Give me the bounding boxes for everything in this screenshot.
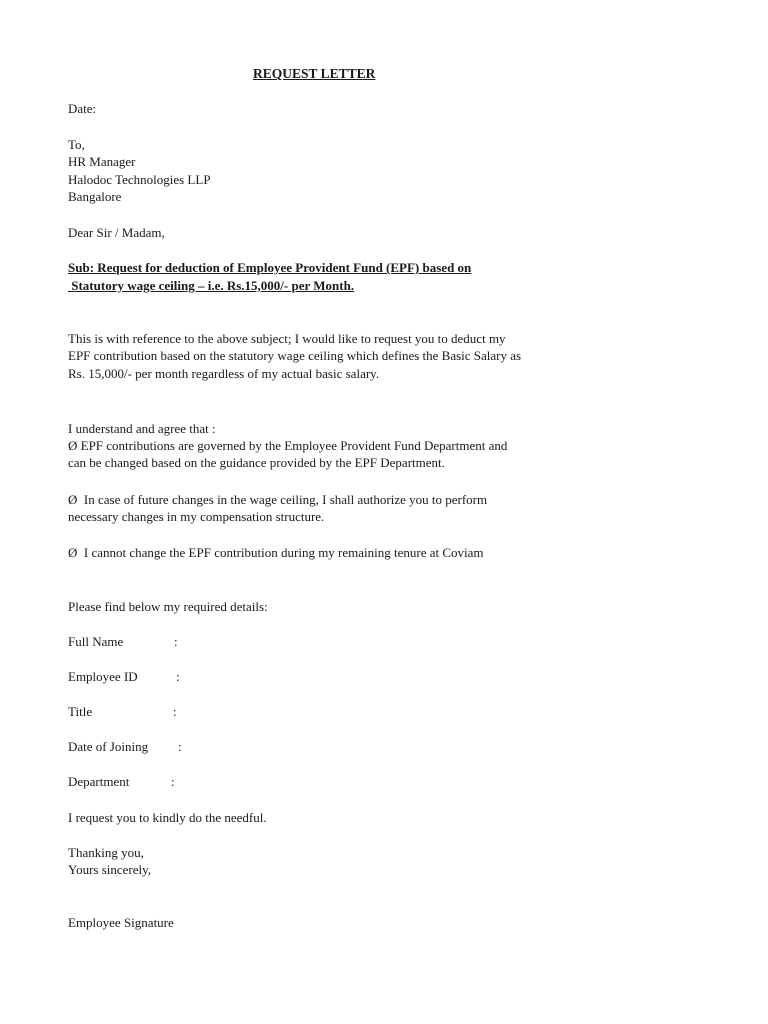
detail-row-employee-id xyxy=(68,668,268,685)
detail-label: Department xyxy=(68,774,130,789)
detail-colon: : xyxy=(174,634,178,649)
thanks: Thanking you, xyxy=(68,845,144,860)
agreement-point-2-line-1: Ø In case of future changes in the wage ceiling, I shall authorize you to perform xyxy=(68,492,488,507)
recipient-company: Halodoc Technologies LLP xyxy=(68,172,211,187)
intro-line-3: Rs. 15,000/- per month regardless of my actual basic salary. xyxy=(68,366,380,381)
detail-label: Full Name xyxy=(68,634,124,649)
subject-line-2: Statutory wage ceiling – i.e. Rs.15,000/- per Month. xyxy=(68,278,355,293)
detail-label: Employee ID xyxy=(68,669,138,684)
intro-line-2: EPF contribution based on the statutory wage ceiling which defines the Basic Salary as xyxy=(68,348,522,363)
detail-row-full-name xyxy=(68,633,268,650)
agreement-point-1-line-1: Ø EPF contributions are governed by the Employee Provident Fund Department and xyxy=(68,438,508,453)
closing-request: I request you to kindly do the needful. xyxy=(68,810,267,825)
page-title: REQUEST LETTER xyxy=(253,66,376,81)
recipient-to: To, xyxy=(68,137,85,152)
detail-colon: : xyxy=(173,704,177,719)
sign-off: Yours sincerely, xyxy=(68,862,152,877)
signature-label: Employee Signature xyxy=(68,915,174,930)
detail-colon: : xyxy=(176,669,180,684)
detail-colon: : xyxy=(171,774,175,789)
detail-label: Title xyxy=(68,704,93,719)
intro-line-1: This is with reference to the above subject; I would like to request you to deduct my xyxy=(68,331,506,346)
detail-row-department xyxy=(68,773,268,790)
agreement-point-2-line-2: necessary changes in my compensation structure. xyxy=(68,509,325,524)
detail-row-date-of-joining xyxy=(68,738,268,755)
recipient-city: Bangalore xyxy=(68,189,122,204)
salutation: Dear Sir / Madam, xyxy=(68,225,165,240)
agreement-heading: I understand and agree that : xyxy=(68,421,216,436)
details-intro: Please find below my required details: xyxy=(68,599,268,614)
date-label: Date: xyxy=(68,101,97,116)
subject-line-1: Sub: Request for deduction of Employee Provident Fund (EPF) based on xyxy=(68,260,472,275)
detail-row-title xyxy=(68,703,268,720)
agreement-point-1-line-2: can be changed based on the guidance provided by the EPF Department. xyxy=(68,455,445,470)
agreement-point-3-line-1: Ø I cannot change the EPF contribution during my remaining tenure at Coviam xyxy=(68,545,484,560)
recipient-role: HR Manager xyxy=(68,154,136,169)
detail-colon: : xyxy=(178,739,182,754)
detail-label: Date of Joining xyxy=(68,739,149,754)
